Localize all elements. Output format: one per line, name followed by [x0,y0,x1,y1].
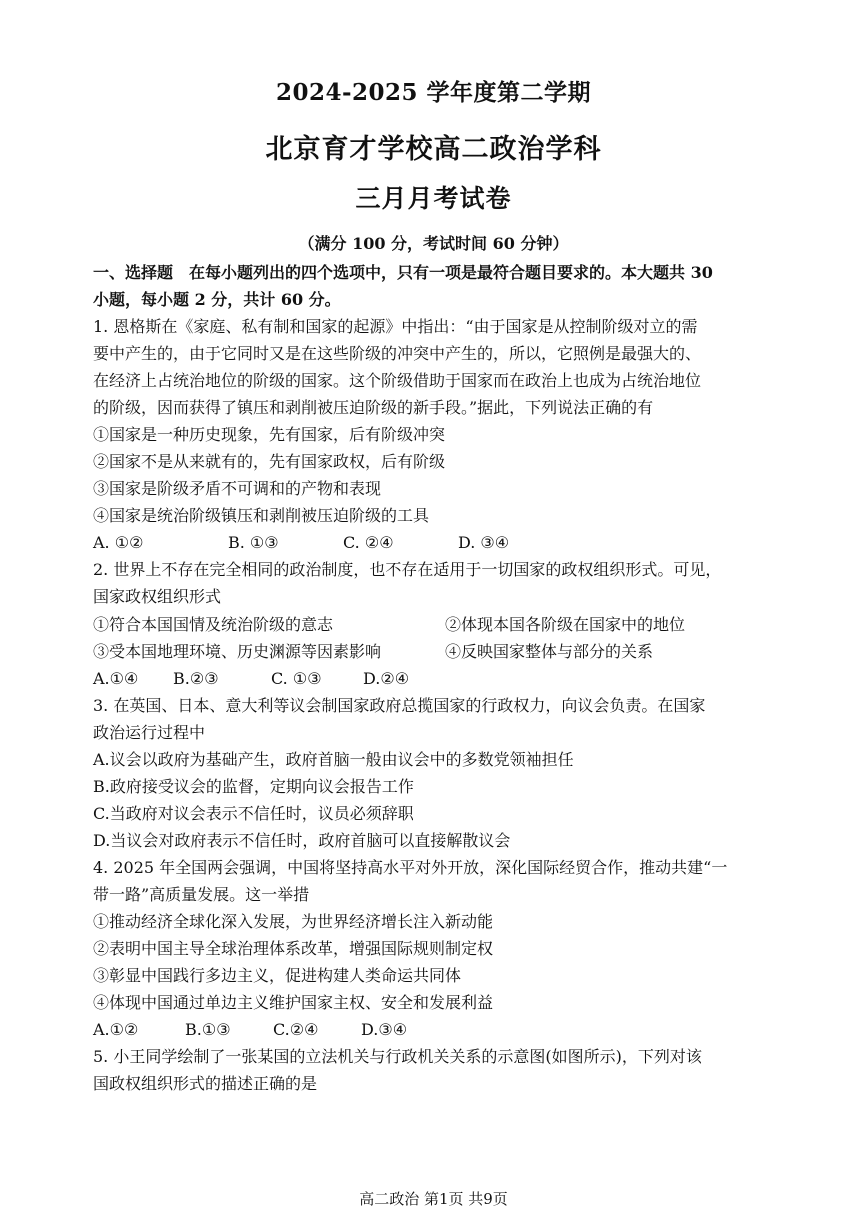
q4-item: ④体现中国通过单边主义维护国家主权、安全和发展利益 [93,993,494,1012]
q4-options [93,1019,407,1041]
q1-stem-line: 在经济上占统治地位的阶级的国家。这个阶级借助于国家而在政治上也成为占统治地位 [93,371,702,390]
q2-item: ①符合本国国情及统治阶级的意志 [93,615,334,634]
school-subject-title: 北京育才学校高二政治学科 [265,134,602,165]
year-term-title: 2024-2025 学年度第二学期 [275,79,592,106]
q2-option-d[interactable]: D.②④ [363,669,410,688]
q4-option-a[interactable]: A.①② [93,1020,139,1039]
q1-option-d[interactable]: D. ③④ [458,533,510,552]
q4-item: ①推动经济全球化深入发展，为世界经济增长注入新动能 [93,912,494,931]
q3-choice-b[interactable]: B.政府接受议会的监督，定期向议会报告工作 [93,777,414,796]
q4-stem-line: 带一路”高质量发展。这一举措 [93,885,310,904]
q1-option-a[interactable]: A. ①② [93,533,144,552]
q2-option-b[interactable]: B.②③ [173,669,219,688]
q2-option-c[interactable]: C. ①③ [271,669,322,688]
q2-items-row [93,641,653,663]
q4-item: ③彰显中国践行多边主义，促进构建人类命运共同体 [93,966,462,985]
q1-stem-line: 的阶级，因而获得了镇压和剥削被压迫阶级的新手段。”据此，下列说法正确的有 [93,398,654,417]
q5-stem-line: 5. 小王同学绘制了一张某国的立法机关与行政机关关系的示意图(如图所示)，下列对该 [93,1047,702,1066]
q3-stem-line: 3. 在英国、日本、意大利等议会制国家政府总揽国家的行政权力，向议会负责。在国家 [93,696,706,715]
q4-option-d[interactable]: D.③④ [361,1020,408,1039]
q1-stem-line: 要中产生的，由于它同时又是在这些阶级的冲突中产生的，所以，它照例是最强大的、 [93,344,702,363]
q2-options [93,668,409,690]
q1-item: ②国家不是从来就有的，先有国家政权，后有阶级 [93,452,446,471]
section-heading-line2: 小题，每小题 2 分，共计 60 分。 [93,290,341,309]
q2-item: ④反映国家整体与部分的关系 [445,642,654,661]
q1-option-c[interactable]: C. ②④ [343,533,394,552]
q3-choice-c[interactable]: C.当政府对议会表示不信任时，议员必须辞职 [93,804,414,823]
q1-item: ④国家是统治阶级镇压和剥削被压迫阶级的工具 [93,506,430,525]
exam-name-title: 三月月考试卷 [355,184,512,213]
q1-stem-line: 1. 恩格斯在《家庭、私有制和国家的起源》中指出：“由于国家是从控制阶级对立的需 [93,317,698,336]
q2-item: ②体现本国各阶级在国家中的地位 [445,615,686,634]
section-heading-line1: 一、选择题 在每小题列出的四个选项中，只有一项是最符合题目要求的。本大题共 30 [93,263,713,282]
q4-item: ②表明中国主导全球治理体系改革，增强国际规则制定权 [93,939,494,958]
q2-items-row [93,614,685,636]
q2-option-a[interactable]: A.①④ [93,669,139,688]
q3-choice-a[interactable]: A.议会以政府为基础产生，政府首脑一般由议会中的多数党领袖担任 [93,750,574,769]
q1-option-b[interactable]: B. ①③ [228,533,279,552]
q1-item: ①国家是一种历史现象，先有国家，后有阶级冲突 [93,425,446,444]
q3-choice-d[interactable]: D.当议会对政府表示不信任时，政府首脑可以直接解散议会 [93,831,511,850]
q4-option-b[interactable]: B.①③ [185,1020,231,1039]
q3-stem-line: 政治运行过程中 [93,723,206,742]
q5-stem-line: 国政权组织形式的描述正确的是 [93,1074,318,1093]
q2-stem-line: 国家政权组织形式 [93,587,222,606]
q2-stem-line: 2. 世界上不存在完全相同的政治制度，也不存在适用于一切国家的政权组织形式。可见， [93,560,722,579]
page-footer: 高二政治 第1页 共9页 [359,1190,508,1208]
q4-option-c[interactable]: C.②④ [273,1020,319,1039]
q2-item: ③受本国地理环境、历史渊源等因素影响 [93,642,382,661]
q1-options [93,532,509,554]
q4-stem-line: 4. 2025 年全国两会强调，中国将坚持高水平对外开放，深化国际经贸合作，推动共建“一 [93,858,728,877]
score-time-note: （满分 100 分，考试时间 60 分钟） [298,234,569,253]
q1-item: ③国家是阶级矛盾不可调和的产物和表现 [93,479,382,498]
